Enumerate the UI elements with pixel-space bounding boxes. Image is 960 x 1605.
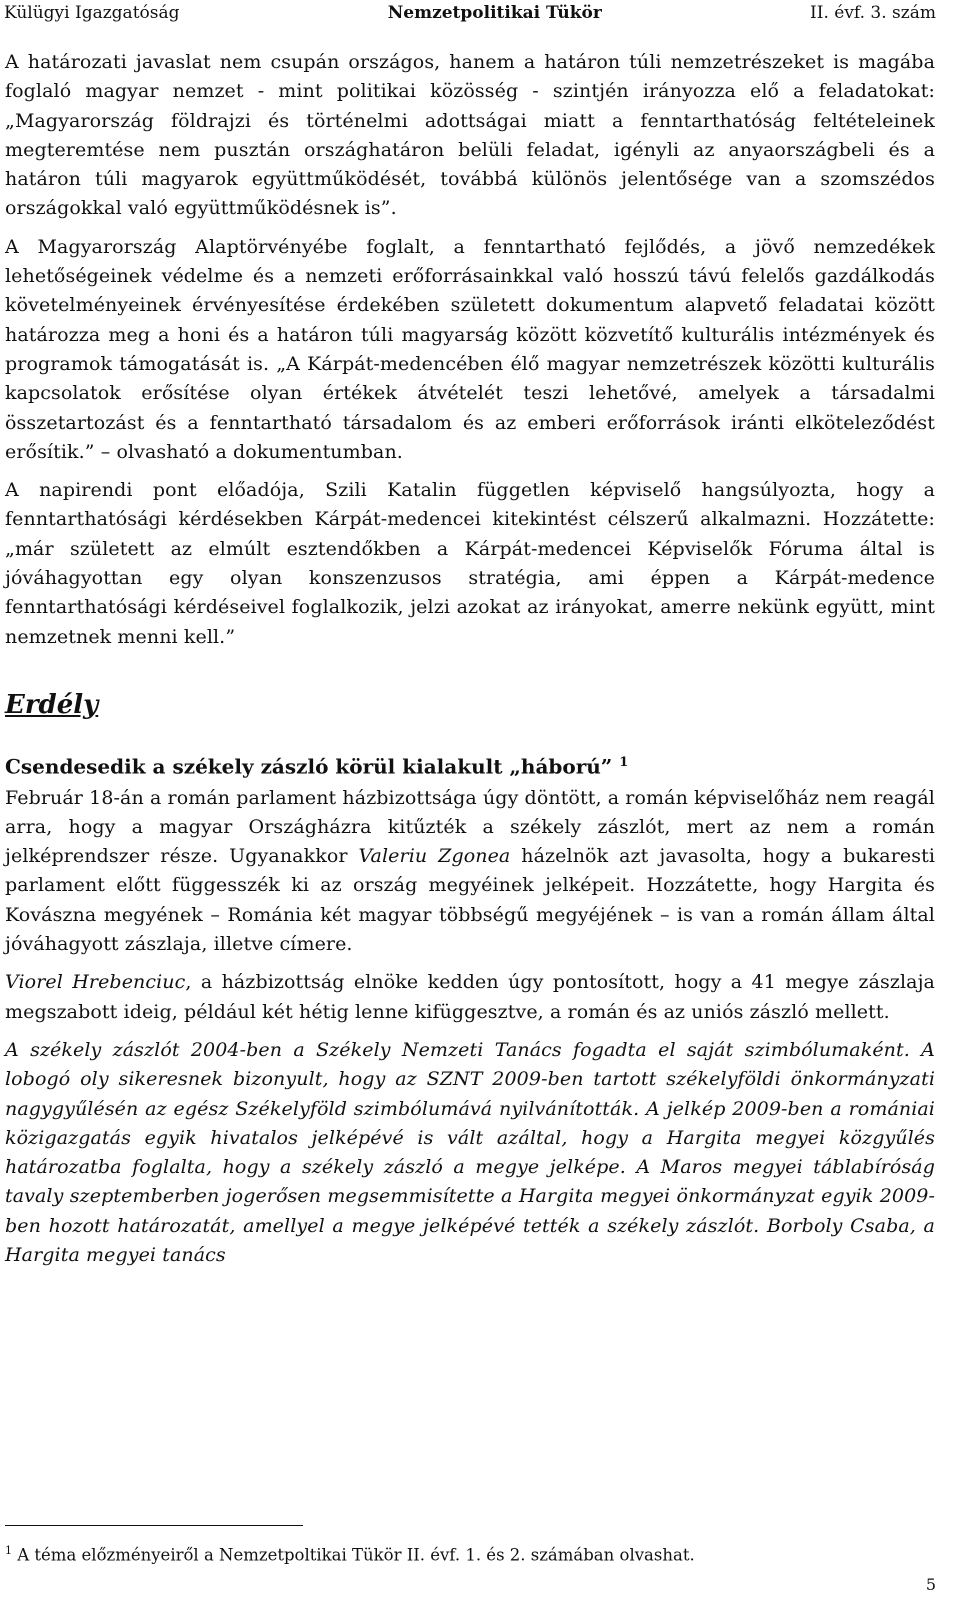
article-title-text: Csendesedik a székely zászló körül kialakult „háború” [5,754,613,779]
section-title: Erdély [5,689,99,720]
paragraph-4-text-b: házelnök azt javasolta, hogy a bukaresti parlament előtt függesszék ki az ország megyéinek jelképeit. Hozzátette, hogy Hargita és Kovászna megyének – Románia két magyar többségű megyéjének – is van a román állam által jóváhagyott zászlaja, illetve címere. [5,845,936,956]
footnote-divider [5,1525,303,1526]
paragraph-2: A Magyarország Alaptörvényébe foglalt, a fenntartható fejlődés, a jövő nemzedékek lehetőségeinek védelme és a nemzeti erőforrásainkkal való hosszú távú felelős gazdálkodás követelményeinek érvényesítése érdekében született dokumentum alapvető feladatai között határozza meg a honi és a határon túli magyarság között közvetítő kulturális intézmények és programok támogatását is. „A Kárpát-medencében élő magyar nemzetrészek közötti kulturális kapcsolatok erősítése olyan értékek átvételét teszi lehetővé, amelyek a társadalmi összetartozást és a fenntartható társadalom és az emberi erőforrások iránti elköteleződést erősítik.” – olvasható a dokumentumban. [5,235,935,463]
paragraph-4 [5,784,935,960]
paragraph-1: A határozati javaslat nem csupán országos, hanem a határon túli nemzetrészeket is magába foglaló magyar nemzet - mint politikai közösség - szintjén irányozza elő a feladatokat: „Magyarország földrajzi és történelmi adottságai miatt a fenntarthatóság feltételeinek megteremtése nem pusztán országhatáron belüli feladat, igényli az anyaországbeli és a határon túli magyarok együttműködését, továbbá különös jelentősége van a szomszédos országokkal való együttműködésnek is”. [5,51,935,220]
person-name: Viorel Hrebenciuc [5,971,186,994]
page-number: 5 [925,1575,936,1594]
article-title [5,748,935,782]
header-issue: II. évf. 3. szám [810,3,936,23]
person-name: Valeriu Zgonea [358,845,511,868]
paragraph-6: A székely zászlót 2004-ben a Székely Nemzeti Tanács fogadta el saját szimbólumaként. A lobogó oly sikeresnek bizonyult, hogy az SZNT 2009-ben tartott székelyföldi önkormányzati nagygyűlésén az egész Székelyföld szimbólumává nyilvánították. A jelkép 2009-ben a romániai közigazgatás egyik hivatalos jelképévé is vált azáltal, hogy a Hargita megyei közgyűlés határozatba foglalta, hogy a székely zászló a megye jelképe. A Maros megyei táblabíróság tavaly szeptemberben jogerősen megsemmisítette a Hargita megyei önkormányzat egyik 2009-ben hozott határozatát, amellyel a megye jelképévé tették a székely zászlót. Borboly Csaba, a Hargita megyei tanács [5,1038,935,1267]
paragraph-4-text-a: Február 18-án a román parlament házbizottsága úgy döntött, a román képviselőház nem reagál arra, hogy a magyar Országházra kitűzték a székely zászlót, mert az nem a román jelképrendszer része. Ugyanakkor [5,786,935,868]
header-department: Külügyi Igazgatóság [4,3,180,23]
header-publication-title: Nemzetpolitikai Tükör [387,3,602,23]
footnote-text: A téma előzményeiről a Nemzetpoltikai Tükör II. évf. 1. és 2. számában olvashat. [12,1545,695,1565]
footnote-mark: 1 [5,1544,12,1557]
document-body [5,48,935,1279]
paragraph-5 [5,968,935,1027]
footnote [5,1540,695,1567]
footnote-reference[interactable]: 1 [619,754,629,770]
page-header [4,0,936,26]
paragraph-5-text: , a házbizottság elnöke kedden úgy pontosított, hogy a 41 megye zászlaja megszabott ideig, például két hétig lenne kifüggesztve, a román és az uniós zászló mellett. [5,971,935,1023]
paragraph-3: A napirendi pont előadója, Szili Katalin független képviselő hangsúlyozta, hogy a fenntarthatósági kérdésekben Kárpát-medencei kitekintést célszerű alkalmazni. Hozzátette: „már született az elmúlt esztendőkben a Kárpát-medencei Képviselők Fóruma által is jóváhagyottan egy olyan konszenzusos stratégia, ami éppen a Kárpát-medence fenntarthatósági kérdéseivel foglalkozik, jelzi azokat az irányokat, amerre nekünk együtt, mint nemzetnek menni kell.” [5,479,935,648]
